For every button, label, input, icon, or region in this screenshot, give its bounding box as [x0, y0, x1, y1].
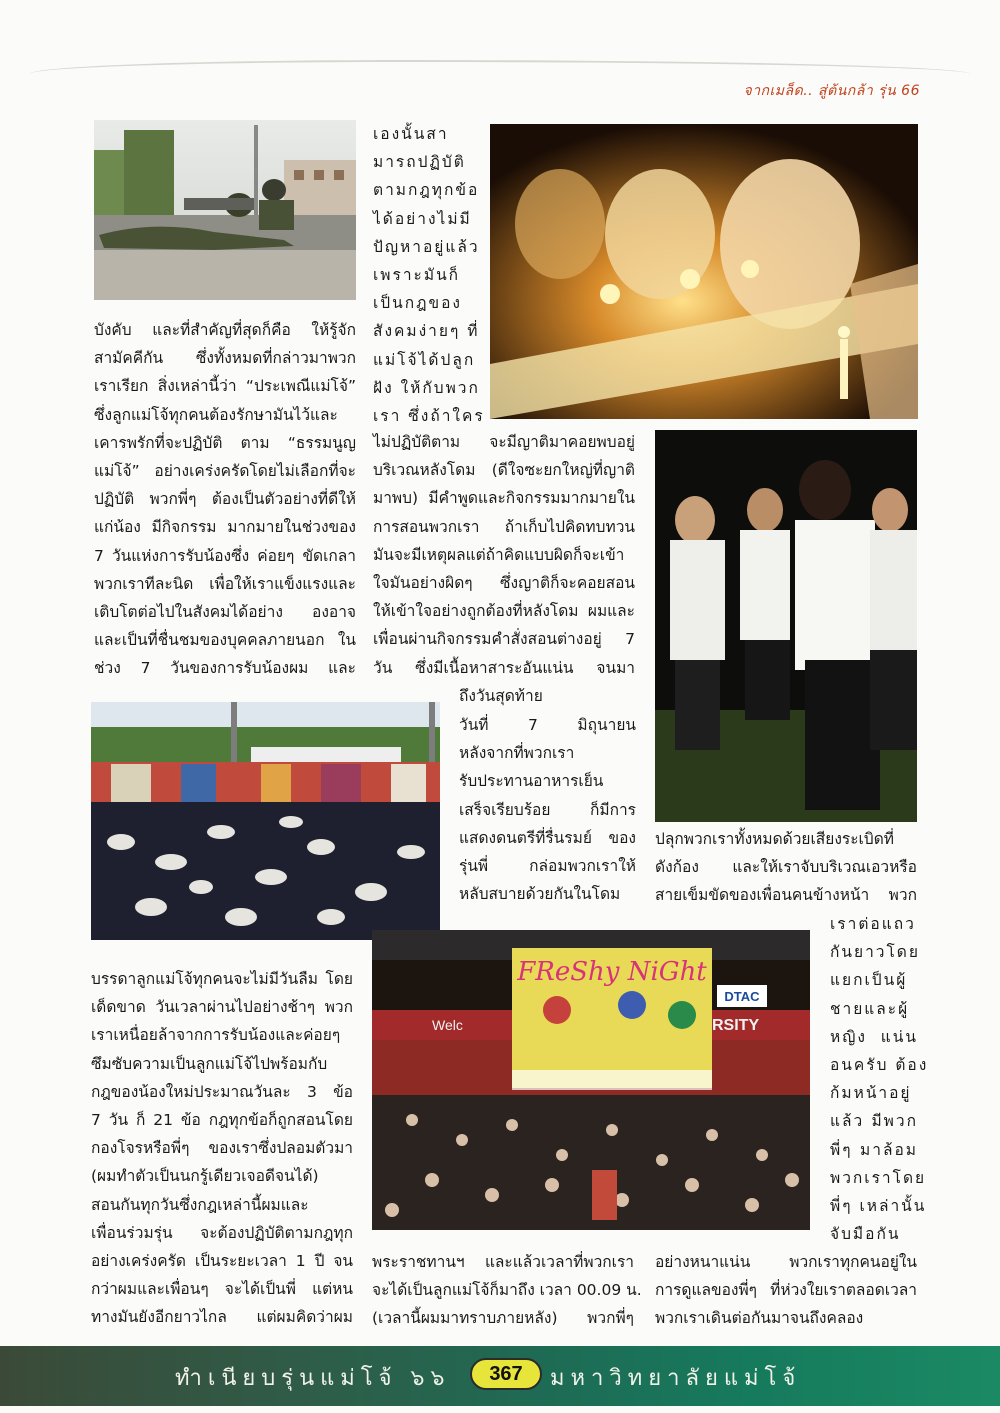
footer-right-title: มหาวิทยาลัยแม่โจ้ — [550, 1366, 802, 1391]
photo-candlelight — [490, 124, 918, 419]
text-line: บริเวณหลังโดม (ดีใจซะยกใหญ่ที่ญาติ — [373, 461, 635, 480]
body-text-col3-bottom — [655, 1248, 917, 1333]
text-line: พวกเราโดย — [830, 1168, 927, 1187]
text-line: แยกเป็นผู้ — [830, 971, 908, 990]
text-line: สายเข็มขัดของเพื่อนคนข้างหน้า พวก — [655, 886, 917, 905]
text-line: สอนกันทุกวันซึ่งกฎเหล่านี้ผมและ — [91, 1195, 309, 1214]
text-line: กฎของน้องใหม่ประมาณวันละ 3 ข้อ — [91, 1082, 353, 1101]
text-line: แม่โจ้” อย่างเคร่งครัดโดยไม่เลือกที่จะ — [94, 462, 356, 481]
text-line: เราต่อแถว — [830, 915, 916, 933]
text-line: เติบโตต่อไปในสังคมได้อย่าง องอาจ — [94, 603, 356, 622]
text-line: รุ่นพี่ กล่อมพวกเราให้ — [459, 857, 636, 876]
text-line: เพื่อนร่วมรุ่น จะต้องปฏิบัติตามกฎทุก — [91, 1223, 353, 1242]
text-line: เคารพรักที่จะปฏิบัติ ตาม “ธรรมนูญ — [94, 433, 356, 452]
text-line: วัน ซึ่งมีเนื้อหาสาระอันแน่น จนมา — [373, 658, 635, 677]
freshy-banner-sponsor: DTAC — [724, 989, 760, 1004]
text-line: อย่างหนาแน่น พวกเราทุกคนอยู่ใน — [655, 1253, 917, 1271]
text-line: เสร็จเรียบร้อย ก็มีการ — [459, 800, 636, 819]
text-line: (ผมทำตัวเป็นนกรู้เดียวเจอดีจนได้) — [91, 1167, 319, 1186]
text-line: หลับสบายด้วยกันในโดม — [459, 885, 621, 904]
text-line: การดูแลของพี่ๆ ที่ห่วงใยเราตลอดเวลา — [655, 1281, 917, 1300]
text-line: ปัญหาอยู่แล้ว — [373, 237, 480, 256]
body-text-col1-bottom — [91, 965, 353, 1332]
text-line: เด็ดขาด วันเวลาผ่านไปอย่างช้าๆ พวก — [91, 998, 353, 1017]
text-line: ปฏิบัติ พวกพี่ๆ ต้องเป็นตัวอย่างที่ดีให้ — [94, 490, 356, 509]
text-line: เราเหนื่อยล้าจากการรับน้องและค่อยๆ — [91, 1026, 341, 1045]
body-text-col3-mid — [655, 825, 917, 910]
body-text-col2-bottom — [372, 1248, 642, 1333]
text-line: อนครับ ต้อง — [830, 1056, 929, 1075]
text-line: ได้อย่างไม่มี — [373, 209, 472, 228]
body-text-col2-end: ถึงวันสุดท้าย — [459, 687, 543, 705]
text-line: ชายและผู้ — [830, 999, 910, 1018]
text-line: การสอนพวกเรา ถ้าเก็บไปคิดทบทวน — [373, 517, 635, 536]
text-line: จะได้เป็นลูกแม่โจ้ก็มาถึง เวลา 00.09 น. — [372, 1281, 642, 1300]
text-line: มารถปฏิบัติ — [373, 153, 466, 172]
running-header: จากเมล็ด.. สู่ต้นกล้า รุ่น 66 — [743, 83, 920, 99]
body-text-col3-narrow — [830, 910, 929, 1248]
freshy-banner-title: FReShy NiGht — [517, 957, 707, 987]
text-line: กันยาวโดย — [830, 943, 920, 962]
photo-freshy-night — [372, 930, 810, 1230]
text-line: ดังก้อง และให้เราจับบริเวณเอวหรือ — [655, 858, 917, 877]
freshy-wall-left: Welc — [432, 1017, 463, 1033]
body-text-col1-top — [94, 316, 356, 683]
text-line: สังคมง่ายๆ ที่ — [373, 322, 480, 341]
text-line: และเป็นที่ชื่นชมของบุคคลภายนอก ใน — [94, 631, 356, 650]
text-line: ซึมซับความเป็นลูกแม่โจ้ไปพร้อมกับ — [91, 1054, 328, 1073]
text-line: มาพบ) มีคำพูดและกิจกรรมมากมายใน — [373, 489, 635, 508]
text-line: ไม่ปฏิบัติตาม จะมีญาติมาคอยพบอยู่ — [373, 433, 635, 451]
text-line: มันจะมีเหตุผลแต่ถ้าคิดแบบผิดก็จะเข้า — [373, 545, 625, 564]
text-line: สามัคคีกัน ซึ่งทั้งหมดที่กล่าวมาพวก — [94, 349, 356, 368]
text-line: กว่าผมและเพื่อนๆ จะได้เป็นพี่ แต่หน — [91, 1280, 353, 1299]
text-line: ซึ่งลูกแม่โจ้ทุกคนต้องรักษามันไว้และ — [94, 405, 338, 424]
text-line: เป็นกฎของ — [373, 294, 462, 313]
text-line: ก้มหน้าอยู่ — [830, 1084, 912, 1103]
text-line: ปลุกพวกเราทั้งหมดด้วยเสียงระเบิดที่ — [655, 830, 894, 848]
text-line: 7 วันแห่งการรับน้องซึ่ง ค่อยๆ ขัดเกลา — [94, 546, 356, 565]
freshy-wall-right: RSITY — [712, 1017, 760, 1034]
text-line: (เวลานี้ผมมาทราบภายหลัง) พวกพี่ๆ — [372, 1309, 634, 1328]
text-line: บรรดาลูกแม่โจ้ทุกคนจะไม่มีวันลืม โดย — [91, 970, 353, 988]
text-line: แก่น้อง มีกิจกรรม มากมายในช่วงของ — [94, 518, 356, 537]
page-number-badge: 367 — [470, 1358, 542, 1390]
text-line: กองโจรหรือพี่ๆ ของเราซึ่งปลอมตัวมา — [91, 1139, 353, 1158]
torn-paper-edge — [30, 60, 970, 74]
text-line: พระราชทานฯ และแล้วเวลาที่พวกเรา — [372, 1253, 634, 1271]
text-line: ฝัง ให้กับพวก — [373, 378, 480, 397]
text-line: หลังจากที่พวกเรา — [459, 744, 575, 763]
body-text-col2-mid — [373, 428, 635, 682]
text-line: เองนั้นสา — [373, 125, 449, 143]
text-line: แสดงดนตรีที่รื่นรมย์ ของ — [459, 828, 636, 847]
text-line: พวกเราทีละนิด เพื่อให้เราแข็งแรงและ — [94, 574, 356, 593]
body-text-col2-narrow — [373, 120, 485, 430]
text-line: บังคับ และที่สำคัญที่สุดก็คือ ให้รู้จัก — [94, 321, 356, 339]
text-line: หญิง แน่น — [830, 1027, 918, 1046]
text-line: พี่ๆ เหล่านั้น — [830, 1197, 927, 1216]
text-line: อย่างเคร่งครัด เป็นระยะเวลา 1 ปี จน — [91, 1252, 353, 1271]
text-line: แล้ว มีพวก — [830, 1112, 918, 1131]
body-text-col2-day7 — [459, 711, 636, 908]
text-line: ตามกฎทุกข้อ — [373, 181, 480, 200]
text-line: ทางมันยังอีกยาวไกล แต่ผมคิดว่าผม — [91, 1308, 353, 1327]
text-line: แม่โจ้ได้ปลูก — [373, 350, 476, 369]
text-line: ช่วง 7 วันของการรับน้องผม และ — [94, 659, 356, 678]
page-footer — [0, 1338, 1000, 1413]
text-line: พวกเราเดินต่อกันมาจนถึงคลอง — [655, 1309, 864, 1328]
text-line: เพื่อนผ่านกิจกรรมคำสั่งสอนต่างอยู่ 7 — [373, 630, 635, 649]
text-line: เรา ซึ่งถ้าใคร — [373, 407, 485, 426]
text-line: 7 วัน ก็ 21 ข้อ กฎทุกข้อก็ถูกสอนโดย — [91, 1111, 353, 1130]
text-line: จับมือกัน — [830, 1225, 901, 1244]
photo-crowd-field — [91, 702, 440, 940]
text-line: เราเรียก สิ่งเหล่านี้ว่า “ประเพณีแม่โจ้” — [94, 377, 356, 396]
text-line: เพราะมันก็ — [373, 266, 461, 285]
footer-left-title: ทำเนียบรุ่นแม่โจ้ ๖๖ — [175, 1366, 451, 1391]
photo-soldier — [94, 120, 356, 300]
photo-night-dance — [655, 430, 917, 822]
text-line: ให้เข้าใจอย่างถูกต้องที่หลังโดม ผมและ — [373, 602, 635, 621]
text-line: ใจมันอย่างผิดๆ ซึ่งญาติก็จะคอยสอน — [373, 574, 635, 593]
text-line: วันที่ 7 มิถุนายน — [459, 716, 636, 734]
text-line: พี่ๆ มาล้อม — [830, 1140, 918, 1159]
text-line: รับประทานอาหารเย็น — [459, 772, 604, 791]
